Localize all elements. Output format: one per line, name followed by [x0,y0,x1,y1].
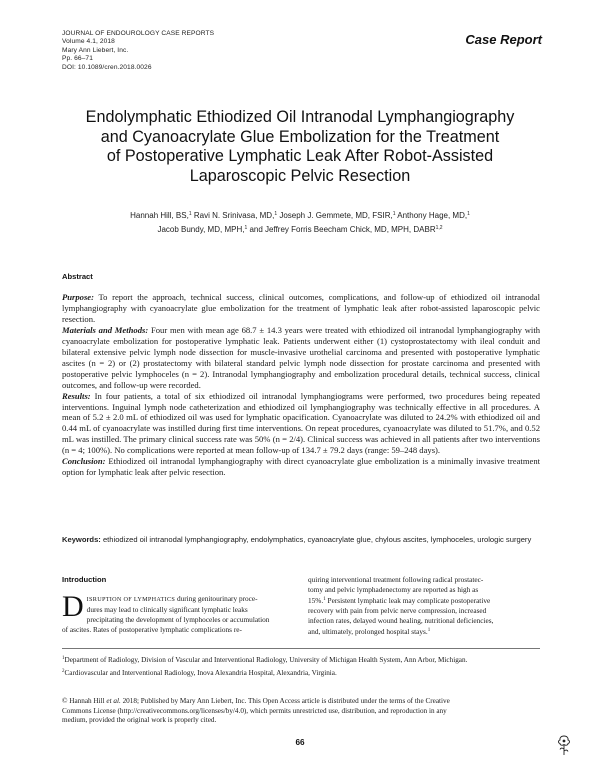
title-line: and Cyanoacrylate Glue Embolization for the Treatment [100,127,500,146]
introduction-left-column [62,590,294,635]
abstract-purpose [62,292,540,325]
publisher-flower-icon [556,734,572,756]
journal-header-block [62,30,214,72]
reference-marker[interactable]: 1 [323,596,326,602]
license-prefix: © Hannah Hill [62,697,107,705]
abstract-results-text: In four patients, a total of six ethiodized oil intranodal lymphangiograms were performed, two procedures being repeated interventions. Inguinal lymph node catheterization and ethiodized oil lymphangiography was technically effective in all procedures. A mean of 5.2 ± 2.0 mL of ethiodized oil was used for lymphatic opacification. Cyanoacrylate was diluted to 24.2% with ethiodized oil and 0.44 mL of cyanoacrylate was instilled during first time interventions. On repeat procedures, cyanoacrylate was diluted to 51.7%, and 0.52 mL was instilled. The primary clinical success rate was 50% (n = 2/4). Clinical success was achieved in all patients after two interventions (n = 4; 100%). No complications were reported at mean follow-up of 134.7 ± 79.2 days (range: 59–248 days). [62,390,541,456]
intro-text-line: quiring interventional treatment following radical prostatec- [308,575,484,584]
intro-text-line: 15%. [308,595,324,605]
keywords-label: Keywords: [62,535,101,544]
license-notice [62,697,540,726]
abstract-purpose-label: Purpose: [62,292,94,302]
license-line[interactable]: Commons License (http://creativecommons.org/licenses/by/4.0), which permits unrestricted use, distribution, and reproduction in any [62,706,447,715]
abstract-methods [62,325,540,391]
keywords-text: ethiodized oil intranodal lymphangiography, endolymphatics, cyanoacrylate glue, chylous ascites, lymphoceles, urologic surgery [102,535,532,544]
license-etal: et al. [106,697,121,705]
intro-text-line: tomy and pelvic lymphadenectomy are reported as high as [308,584,479,594]
article-title [40,108,560,186]
page-range: Pp. 66–71 [62,55,93,63]
abstract-results-label: Results: [62,390,91,401]
abstract-heading: Abstract [62,272,93,281]
intro-text-line: of ascites. Rates of postoperative lymphatic complications re- [62,624,242,634]
affiliation-text: Department of Radiology, Division of Vascular and Interventional Radiology, University of Michigan Health System, Ann Arbor, Michigan. [64,656,468,664]
reference-marker[interactable]: 1 [427,627,431,633]
journal-name: JOURNAL OF ENDOUROLOGY CASE REPORTS [62,30,215,37]
article-type-label: Case Report [465,32,542,47]
author-affiliation-mark: 1 [188,211,192,217]
license-line: 2018; Published by Mary Ann Liebert, Inc. This Open Access article is distributed under the terms of the Creative [120,697,450,705]
abstract-purpose-text: To report the approach, technical success, clinical outcomes, complications, and follow-up of ethiodized oil intranodal lymphangiography with cyanoacrylate glue embolization for the treatment of lymphatic leak after robot-assisted laparoscopic pelvic resection. [62,292,540,324]
affiliation-number: 2 [62,668,65,674]
intro-text-line: infection rates, delayed wound healing, nutritional deficiencies, [308,615,494,625]
author-affiliation-mark: 1 [392,211,396,217]
title-line: Endolymphatic Ethiodized Oil Intranodal Lymphangiography [85,108,515,126]
journal-volume: Volume 4.1, 2018 [62,38,115,46]
abstract-methods-text: Four men with mean age 68.7 ± 14.3 years were treated with ethiodized oil intranodal lymphangiography with cyanoacrylate embolization for postoperative lymphatic leak. Patients underwent either (1) cystoprostatectomy with ileal conduit and bilateral extensive pelvic lymph node dissection for muscle-invasive urothelial carcinoma and presented with postoperative lymphatic ascites (n = 2) or (2) prostatectomy with bilateral standard pelvic lymph node dissection for prostate carcinoma and presented with postoperative pelvic lymphoceles (n = 2). Intranodal lymphangiography and embolization procedural details, technical success, clinical outcomes, and follow-up were recorded. [62,324,541,390]
intro-text-line: precipitating the development of lymphoceles or accumulation [86,614,270,624]
intro-smallcaps: ISRUPTION OF LYMPHATICS [86,596,176,603]
abstract-conclusion [62,456,540,478]
intro-text-line: Persistent lymphatic leak may complicate postoperative [327,595,491,605]
author-name: Joseph J. Gemmete, MD, FSIR, [279,211,393,220]
author-name: and Jeffrey Forris Beecham Chick, MD, MPH, DABR [249,225,436,234]
title-line: Laparoscopic Pelvic Resection [189,166,411,185]
license-line: medium, provided the original work is properly cited. [62,716,217,725]
abstract-results [62,391,540,457]
page-number: 66 [295,738,305,747]
abstract-conclusion-text: Ethiodized oil intranodal lymphangiography with direct cyanoacrylate glue embolization is a minimally invasive treatment option for lymphatic leak after pelvic resection. [62,456,540,478]
abstract-conclusion-label: Conclusion: [62,456,106,467]
title-line: of Postoperative Lymphatic Leak After Robot-Assisted [106,147,494,166]
intro-text-line: dures may lead to clinically significant lymphatic leaks [86,604,248,614]
intro-text-line: and, ultimately, prolonged hospital stays. [308,626,428,636]
affiliation-item [62,667,540,679]
intro-text-line: during genitourinary proce- [175,594,258,603]
affiliation-item [62,654,540,666]
affiliations [62,654,540,679]
author-name: Ravi N. Srinivasa, MD, [193,211,275,220]
author-name: Hannah Hill, BS, [130,211,189,220]
introduction-right-column [308,575,540,636]
author-name: Jacob Bundy, MD, MPH, [157,225,245,234]
author-name: Anthony Hage, MD, [397,211,468,220]
intro-text-line: recovery with pain from pelvic nerve compression, increased [308,605,487,615]
keywords [62,534,540,545]
publisher-name: Mary Ann Liebert, Inc. [62,46,129,54]
drop-cap: D [62,590,84,623]
introduction-heading: Introduction [62,575,107,584]
abstract-body [62,292,540,478]
doi[interactable]: DOI: 10.1089/cren.2018.0026 [62,63,152,71]
affiliation-number: 1 [62,656,65,661]
affiliation-text: Cardiovascular and Interventional Radiology, Inova Alexandria Hospital, Alexandria, Virginia. [64,668,337,677]
abstract-methods-label: Materials and Methods: [62,324,149,335]
author-list [60,208,540,236]
author-affiliation-mark: 1,2 [435,225,443,231]
author-affiliation-mark: 1 [244,225,248,231]
footnote-divider [62,648,540,649]
author-affiliation-mark: 1 [274,211,278,217]
author-affiliation-mark: 1 [467,211,470,217]
